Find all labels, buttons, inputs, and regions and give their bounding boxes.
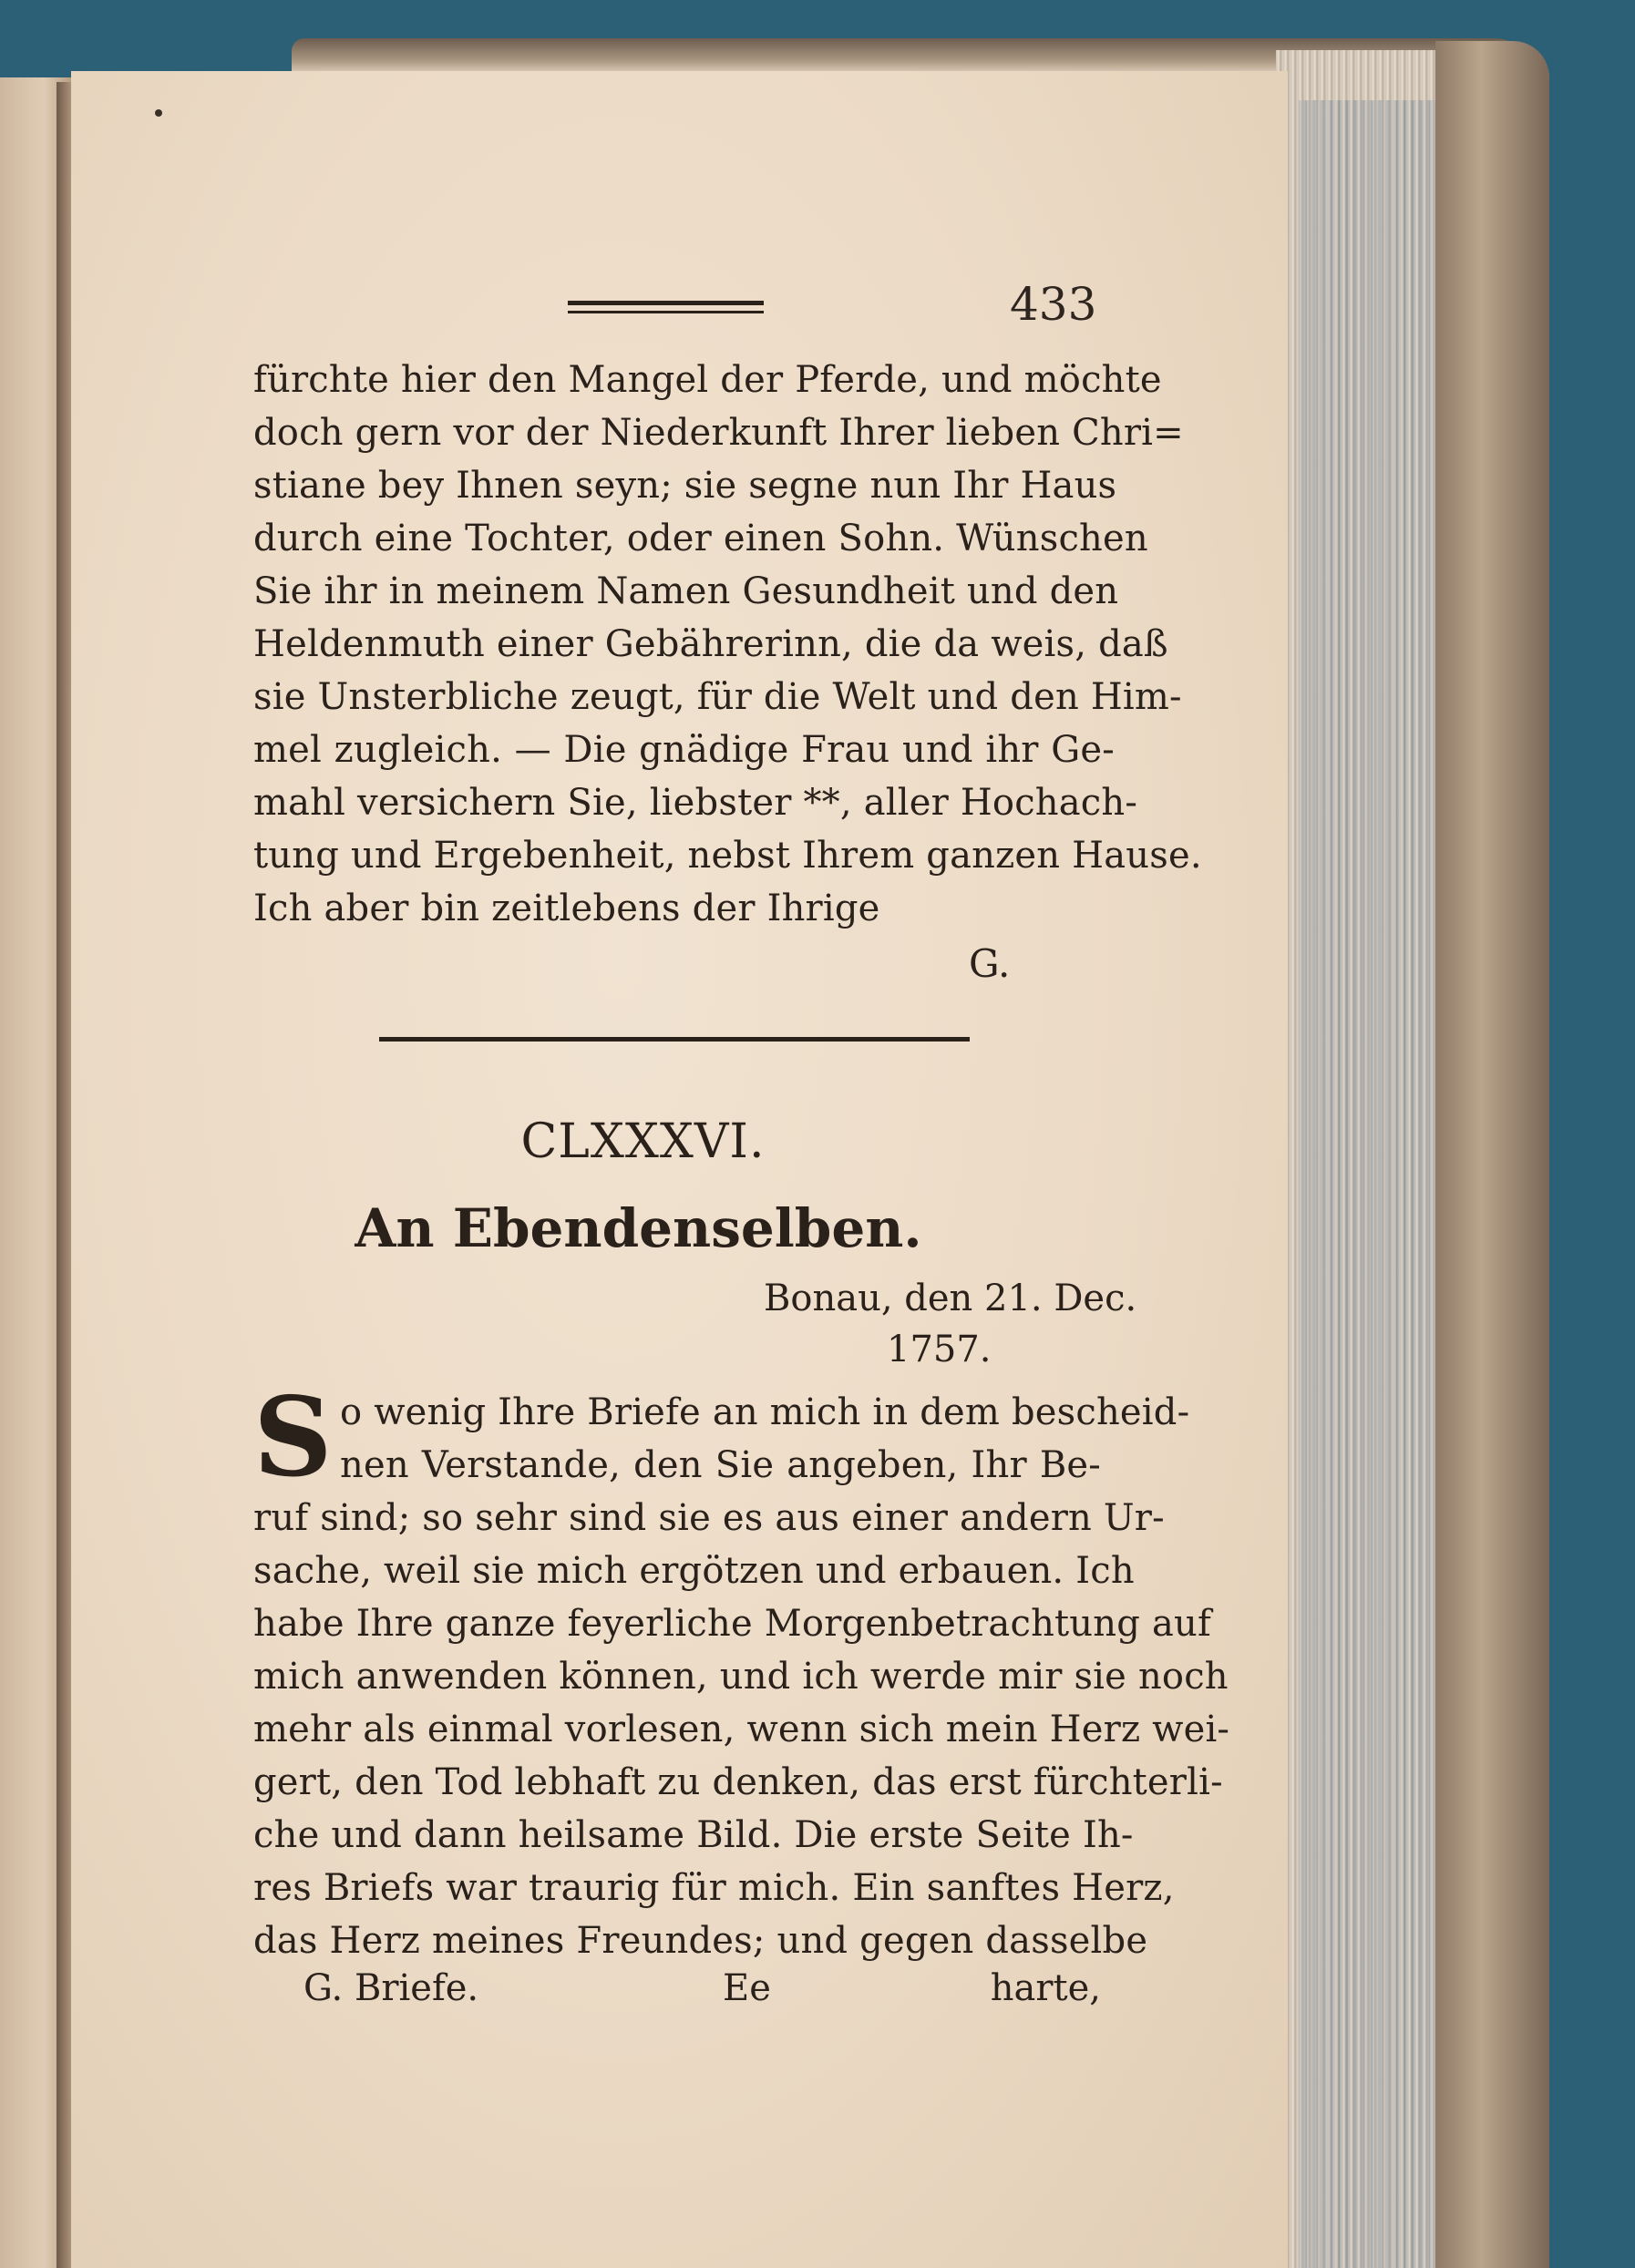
text-line: doch gern vor der Niederkunft Ihrer lieben Chri= [253, 412, 1184, 454]
sheet-mark: Ee [723, 1967, 771, 2009]
text-line: mehr als einmal vorlesen, wenn sich mein Herz wei- [253, 1709, 1230, 1750]
letter-heading-text: An Ebendenselben. [355, 1197, 922, 1259]
text-line: Heldenmuth einer Gebährerinn, die da weis, daß [253, 623, 1168, 665]
letter-numeral [71, 1114, 1288, 1169]
text-line: gert, den Tod lebhaft zu denken, das erst fürchterli- [253, 1761, 1223, 1803]
text-line: sache, weil sie mich ergötzen und erbauen. Ich [253, 1550, 1135, 1592]
letter-numeral-text: CLXXXVI. [520, 1114, 766, 1169]
fore-edge-shading [1299, 100, 1435, 2268]
ink-speck [155, 109, 162, 117]
book-cover [1435, 41, 1549, 2268]
text-line: stiane bey Ihnen seyn; sie segne nun Ihr Haus [253, 465, 1117, 507]
printed-page [71, 71, 1288, 2268]
signature-mark: G. Briefe. [303, 1967, 479, 2009]
text-line: tung und Ergebenheit, nebst Ihrem ganzen Hause. [253, 835, 1202, 877]
text-line: mich anwenden können, und ich werde mir sie noch [253, 1656, 1229, 1698]
text-line: ruf sind; so sehr sind sie es aus einer andern Ur- [253, 1497, 1165, 1539]
text-line: mahl versichern Sie, liebster **, aller Hochach- [253, 782, 1138, 824]
text-line: che und dann heilsame Bild. Die erste Seite Ih- [253, 1814, 1134, 1856]
letter-signature: G. [969, 941, 1011, 986]
page-number: 433 [1010, 278, 1097, 331]
text-line: Sie ihr in meinem Namen Gesundheit und den [253, 570, 1119, 612]
page-footer [303, 1962, 1101, 2015]
letter-body-text [253, 1386, 1230, 1967]
text-line: habe Ihre ganze feyerliche Morgenbetrachtung auf [253, 1603, 1211, 1645]
text-line: nen Verstande, den Sie angeben, Ihr Be- [340, 1444, 1101, 1486]
text-line: durch eine Tochter, oder einen Sohn. Wünschen [253, 518, 1148, 559]
drop-cap: S [253, 1373, 333, 1502]
place-date: Bonau, den 21. Dec. [764, 1278, 1137, 1319]
text-line: mel zugleich. — Die gnädige Frau und ihr Ge- [253, 729, 1115, 771]
text-line: o wenig Ihre Briefe an mich in dem bescheid- [340, 1391, 1190, 1433]
text-line: res Briefs war traurig für mich. Ein sanftes Herz, [253, 1867, 1175, 1909]
text-line: fürchte hier den Mangel der Pferde, und möchte [253, 359, 1162, 401]
text-line: Ich aber bin zeitlebens der Ihrige [253, 888, 880, 929]
section-divider [379, 1037, 970, 1042]
text-line: sie Unsterbliche zeugt, für die Welt und den Him- [253, 676, 1182, 718]
letter-year: 1757. [887, 1329, 992, 1370]
catchword: harte, [990, 1967, 1101, 2009]
header-rule [568, 301, 764, 313]
previous-letter-text [253, 354, 1202, 935]
letter-heading [71, 1196, 1288, 1260]
text-line: das Herz meines Freundes; und gegen dasselbe [253, 1920, 1148, 1962]
